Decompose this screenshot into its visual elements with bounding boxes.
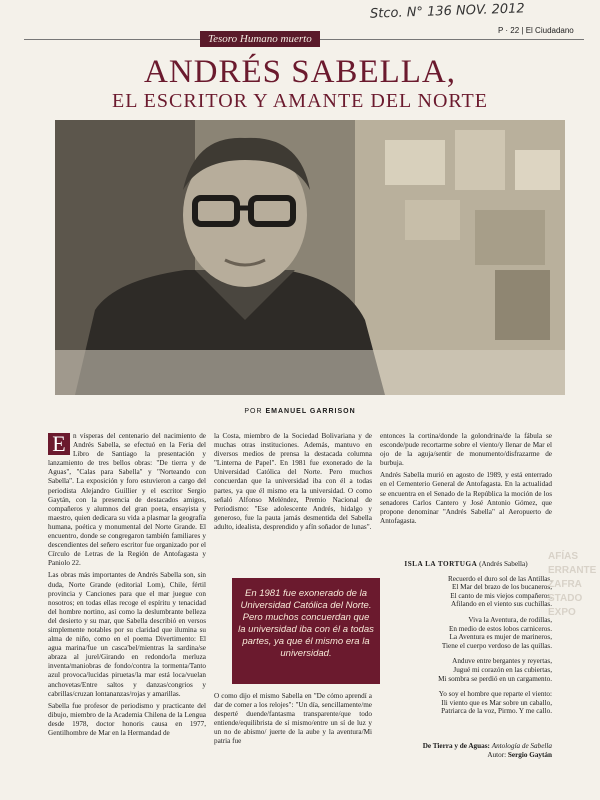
paragraph: entonces la cortina/donde la golondrina/de la fábula se esconde/pude recortarme sobre el viento/y llenar de Mar el ojo de la aguja/sentir de monumento/disfrazarme de burbuja. [380,432,552,468]
poem-line: El canto de mis viejos compañeros, [450,591,552,600]
credit-label: De Tierra y de Aguas: [422,742,490,750]
headline-line-1: ANDRÉS SABELLA, [143,54,457,90]
credit-author-label: Autor: [487,751,507,759]
book-credit [380,742,552,760]
pull-quote: En 1981 fue exonerado de la Universidad Católica del Norte. Pero muchos concuerdan que la universidad iba con él a todas partes, ya que él mismo era la universidad. [232,578,380,684]
poem-title-text: ISLA LA TORTUGA [404,560,478,568]
handwritten-note: Stco. N° 136 NOV. 2012 [369,1,525,22]
drop-cap: E [48,433,70,455]
poem-line: El Mar del brazo de los bucaneros, [452,583,552,592]
poem-stanza [380,690,552,716]
poem-line: La Aventura es mujer de marineros, [449,633,552,642]
section-label: Tesoro Humano muerto [200,31,320,47]
page-tag: P · 22 | El Ciudadano [498,26,574,35]
portrait-photo [55,120,565,395]
paragraph: O como dijo el mismo Sabella en "De cómo aprendí a dar de comer a los relojes": "Un día, sencillamente/me desperté duende/fantasma transparente/que todo entiende/equilibrista de sí mismo/entre un sí de luz y un no de abismo/ juerte de la aube y la aventura/Mi patria fue [214,692,372,746]
poem-line: Yo soy el hombre que reparte el viento: [438,690,552,699]
ghost-word: AFÍAS [548,551,578,562]
paragraph: Las obras más importantes de Andrés Sabella son, sin duda, Norte Grande (editorial Lom), Chile, fértil provincia y Canciones para que el mar juegue con nosotros; en todas ellas recoge el espíritu y tenacidad del hombre nortino, así como la deslumbrante belleza del desierto y su mar, que Sabella describió en versos simplemente notables por su claridad que ilumina su alma de niño, como en el poema Divertimento: El agua marina/fue un casca'bel/mientras la sardina/se abraza al jurel/Girando en redondo/la merluza inventa/maniobras de fondo/contra la tormenta/Tanto azul provoca/lucidas piruetas/la mar está loca/vuelan anchovetas/Entre saltos y danzas/congrios y cabrillas/cruzan lontananzas/rojas y amarillas. [48,571,206,698]
poem-line: Anduve entre bergantes y reyertas, [452,657,552,666]
credit-author: Sergio Gaytán [507,751,552,759]
poem-line: Ili viento que es Mar sobre un caballo, [441,698,552,707]
byline-prefix: POR [244,408,263,415]
poem-line: Tiene el cuerpo verdoso de las quillas. [441,641,552,650]
ghost-word: ZAFRA [548,579,582,590]
ghost-word: ERRANTE [548,565,597,576]
poem-stanza [380,575,552,609]
byline [0,408,600,415]
byline-author: EMANUEL GARRISON [265,408,356,415]
portrait-illustration [55,120,565,395]
headline [0,55,600,113]
poem-stanza [380,616,552,650]
poem-line: En medio de estos lobos carniceros. [449,624,552,633]
paragraph: la Costa, miembro de la Sociedad Bolivariana y de muchas otras instituciones. Además, mantuvo en diversos medios de prensa la destacada columna "Linterna de Papel". En 1981 fue exonerado de la Universidad Católica del Norte. Pero muchos concuerdan que la universidad iba con él a todas partes, ya que él mismo era la universidad. O como señaló Alfonso Meléndez, Premio Nacional de Periodismo: "Ese adolescente Andrés, hidalgo y generoso, fue la pauta jamás desmentida del Sabella adulto, idealista, desprendido y afín soñador de lunas". [214,432,372,531]
credit-work: Antología de Sabella [491,742,552,750]
poem-line: Patriarca de la voz, Pirmo. Y me callo. [441,707,552,716]
paragraph: Sabella fue profesor de periodismo y practicante del dibujo, miembro de la Academia Chilena de la Lengua desde 1978, doctor honoris causa en 1977, Gentilhombre de Mar en la Hermandad de [48,701,206,737]
paragraph-text: n vísperas del centenario del nacimiento de Andrés Sabella, se efectuó en la Feria del Libro de Santiago la presentación y lanzamiento de tres bellos obras: "De tierra y de Aguas", "Calas para Sabella" y "Norteando con Sabella". La exposición y foro estuvieron a cargo del periodista Alejandro Guillier y el escritor Sergio Gaytán, con la presencia de destacados amigos, compañeros y alumnos del gran poeta, ensayista y maestro, quien dedicara su vida a plasmar la geografía humana, poética y monumental del Norte Grande. El encuentro, donde se congregaron también familiares y descendientes del señero escritor fue organizado por el Círculo de Letras de la Región de Antofagasta y Paniolo 22. [48,432,206,568]
ghost-word: STADO [548,593,583,604]
paragraph [48,432,206,568]
poem-stanza [380,657,552,683]
poem-box [380,560,552,723]
headline-line-2: EL ESCRITOR Y AMANTE DEL NORTE [111,90,488,112]
article-column-3 [380,432,552,529]
paragraph: Andrés Sabella murió en agosto de 1989, y está enterrado en el Cementerio General de Antofagasta. En la actualidad se encuentra en el Senado de la República la moción de los senadores Carlos Cantero y José Antonio Gómez, que propone denominar "Andrés Sabella" al Aeropuerto de Antofagasta. [380,471,552,525]
poem-line: Jugué mi corazón en las cubiertas, [453,665,552,674]
poem-line: Mi sombra se perdió en un cargamento. [438,674,552,683]
poem-title-author: (Andrés Sabella) [479,560,528,568]
poem-line: Afilando en el viento sus cuchillas. [450,600,552,609]
poem-line: Viva la Aventura, de rodillas, [468,615,552,624]
bleed-through-text [548,550,600,620]
article-column-2 [214,432,372,535]
poem-title [380,560,552,569]
ghost-word: EXPO [548,607,576,618]
article-column-1 [48,432,206,741]
article-column-2-continued [214,692,372,750]
poem-line: Recuerdo el duro sol de las Antillas, [448,574,552,583]
